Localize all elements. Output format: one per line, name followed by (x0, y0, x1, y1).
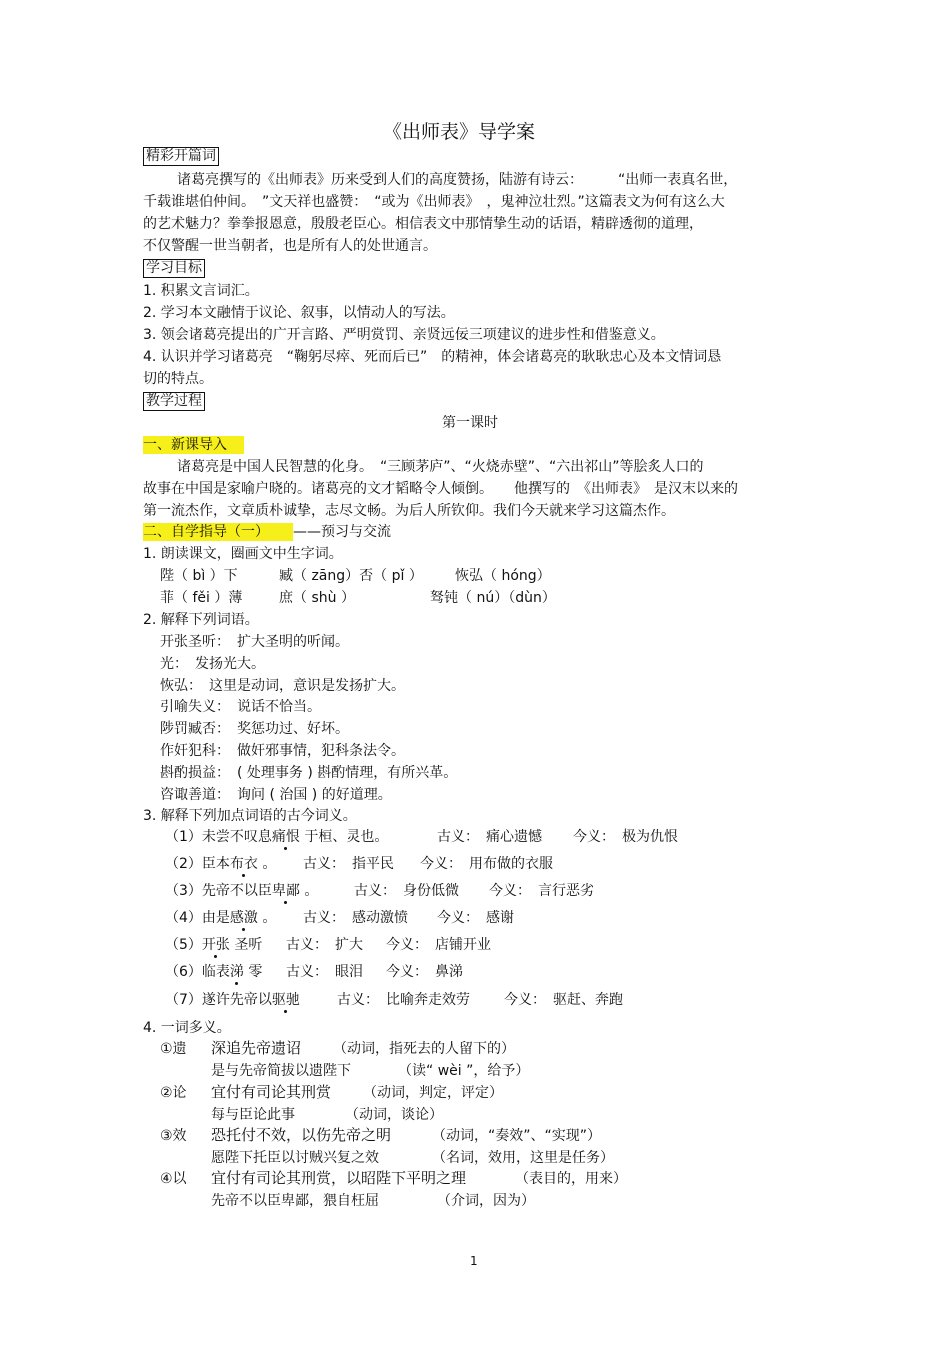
q4-note: （动词，指死去的人留下的） (333, 1041, 515, 1057)
goal-item-3: 3. 领会诸葛亮提出的广开言路、严明赏罚、亲贤远佞三项建议的进步性和借鉴意义。 (143, 327, 665, 343)
q4-word: ④以 (160, 1171, 187, 1187)
q4-note: （读“ wèi ”，给予） (398, 1063, 530, 1079)
intro-line-1: 诸葛亮撰写的《出师表》历来受到人们的高度赞扬，陆游有诗云： “出师一表真名世， (177, 172, 738, 188)
goal-item-1: 1. 积累文言词汇。 (143, 283, 259, 299)
section-label-process: 教学过程 (143, 392, 205, 411)
q4-word: ②论 (160, 1085, 187, 1101)
part1-heading: 一、新课导入 (143, 436, 244, 454)
q3-sentence: （4）由是感激 。 (165, 910, 277, 926)
q3-ancient: 古义： 比喻奔走效劳 (337, 992, 470, 1008)
page-number: 1 (470, 1254, 478, 1268)
q3-sentence: （1）未尝不叹息痛恨 于桓、灵也。 (165, 829, 389, 845)
q4-note: （介词，因为） (437, 1193, 535, 1209)
part2-heading-suffix: ——预习与交流 (293, 524, 391, 540)
intro-line-4: 不仅警醒一世当朝者，也是所有人的处世通言。 (143, 238, 437, 254)
section-label-goals: 学习目标 (143, 259, 205, 278)
goal-item-4: 4. 认识并学习诸葛亮 “鞠躬尽瘁、死而后已” 的精神，体会诸葛亮的耿耿忠心及本文情词恳 (143, 349, 722, 365)
q4-example: 先帝不以臣卑鄙，猥自枉屈 (211, 1193, 379, 1209)
q3-modern: 今义： 言行恶劣 (489, 883, 594, 899)
q4-note: （动词，判定，评定） (363, 1085, 503, 1101)
q4-example: 宜付有司论其刑赏，以昭陛下平明之理 (211, 1169, 467, 1187)
q4-example: 深追先帝遗诏 (211, 1039, 302, 1057)
q3-ancient: 古义： 眼泪 (286, 964, 363, 980)
q2-item: 光： 发扬光大。 (160, 656, 265, 672)
intro-line-3: 的艺术魅力？拳拳报恩意，殷殷老臣心。相信表文中那情挚生动的话语，精辟透彻的道理， (143, 216, 703, 232)
q4-title: 4. 一词多义。 (143, 1020, 231, 1036)
q1-word: 臧（ zāng）否（ pǐ ） (279, 568, 423, 584)
q2-item: 咨诹善道： 询问 ( 治国 ) 的好道理。 (160, 787, 392, 803)
q1-word: 驽钝（ nú）（dùn） (430, 590, 556, 606)
q4-note: （名词，效用，这里是任务） (432, 1150, 614, 1166)
q3-ancient: 古义： 扩大 (286, 937, 363, 953)
q2-title: 2. 解释下列词语。 (143, 612, 259, 628)
q3-ancient: 古义： 痛心遗憾 (437, 829, 542, 845)
q4-example: 宜付有司论其刑赏 (211, 1083, 332, 1101)
q3-modern: 今义： 鼻涕 (386, 964, 463, 980)
q3-sentence: （5）开张 圣听 (165, 937, 263, 953)
q4-example: 每与臣论此事 (211, 1107, 295, 1123)
q4-note: （动词，“奏效”、“实现”） (432, 1128, 602, 1144)
q2-item: 开张圣听： 扩大圣明的听闻。 (160, 634, 349, 650)
intro-line-2: 千载谁堪伯仲间。 ”文天祥也盛赞： “或为《出师表》 ，鬼神泣壮烈。”这篇表文为何有这么大 (143, 194, 725, 210)
page-title: 《出师表》导学案 (383, 121, 536, 143)
q4-note: （动词，谈论） (345, 1107, 443, 1123)
part2-heading: 二、自学指导（一） (143, 523, 293, 541)
part1-line-2: 故事在中国是家喻户晓的。诸葛亮的文才韬略令人倾倒。 他撰写的 《出师表》 是汉末以来的 (143, 481, 738, 497)
goal-item-2: 2. 学习本文融情于议论、叙事，以情动人的写法。 (143, 305, 455, 321)
section-label-intro: 精彩开篇词 (143, 147, 219, 166)
q1-word: 恢弘（ hóng） (455, 568, 551, 584)
q3-modern: 今义： 用布做的衣服 (420, 856, 553, 872)
q4-example: 是与先帝简拔以遗陛下 (211, 1063, 351, 1079)
q2-item: 陟罚臧否： 奖惩功过、好坏。 (160, 721, 349, 737)
q3-ancient: 古义： 身份低微 (354, 883, 459, 899)
q3-modern: 今义： 店铺开业 (386, 937, 491, 953)
q4-word: ①遗 (160, 1041, 187, 1057)
part1-line-1: 诸葛亮是中国人民智慧的化身。 “三顾茅庐”、“火烧赤壁”、“六出祁山”等脍炙人口的 (177, 459, 704, 475)
q1-word: 陛（ bì ）下 (160, 568, 238, 584)
q3-modern: 今义： 感谢 (437, 910, 514, 926)
q3-ancient: 古义： 指平民 (303, 856, 394, 872)
q2-item: 恢弘： 这里是动词，意识是发扬扩大。 (160, 678, 405, 694)
q2-item: 引喻失义： 说话不恰当。 (160, 699, 321, 715)
q2-item: 斟酌损益： ( 处理事务 ) 斟酌情理，有所兴革。 (160, 765, 458, 781)
q1-word: 庶（ shù ） (279, 590, 355, 606)
part2-heading-row (143, 523, 391, 541)
q1-title: 1. 朗读课文，圈画文中生字词。 (143, 546, 343, 562)
q4-example: 恐托付不效，以伤先帝之明 (211, 1126, 392, 1144)
q3-modern: 今义： 极为仇恨 (573, 829, 678, 845)
q3-sentence: （3）先帝不以臣卑鄙 。 (165, 883, 319, 899)
q3-title: 3. 解释下列加点词语的古今词义。 (143, 808, 357, 824)
q4-note: （表目的，用来） (515, 1171, 627, 1187)
q3-modern: 今义： 驱赶、奔跑 (504, 992, 623, 1008)
q1-word: 菲（ fěi ）薄 (160, 590, 243, 606)
q3-sentence: （2）臣本布衣 。 (165, 856, 277, 872)
q3-ancient: 古义： 感动激愤 (303, 910, 408, 926)
lesson-label: 第一课时 (442, 415, 498, 431)
q3-sentence: （7）遂许先帝以驱驰 (165, 992, 300, 1008)
part1-line-3: 第一流杰作，文章质朴诚挚，志尽文畅。为后人所钦仰。我们今天就来学习这篇杰作。 (143, 503, 675, 519)
q4-word: ③效 (160, 1128, 187, 1144)
q2-item: 作奸犯科： 做奸邪事情，犯科条法令。 (160, 743, 405, 759)
q3-sentence: （6）临表涕 零 (165, 964, 263, 980)
q4-example: 愿陛下托臣以讨贼兴复之效 (211, 1150, 379, 1166)
goal-item-4-cont: 切的特点。 (143, 371, 213, 387)
